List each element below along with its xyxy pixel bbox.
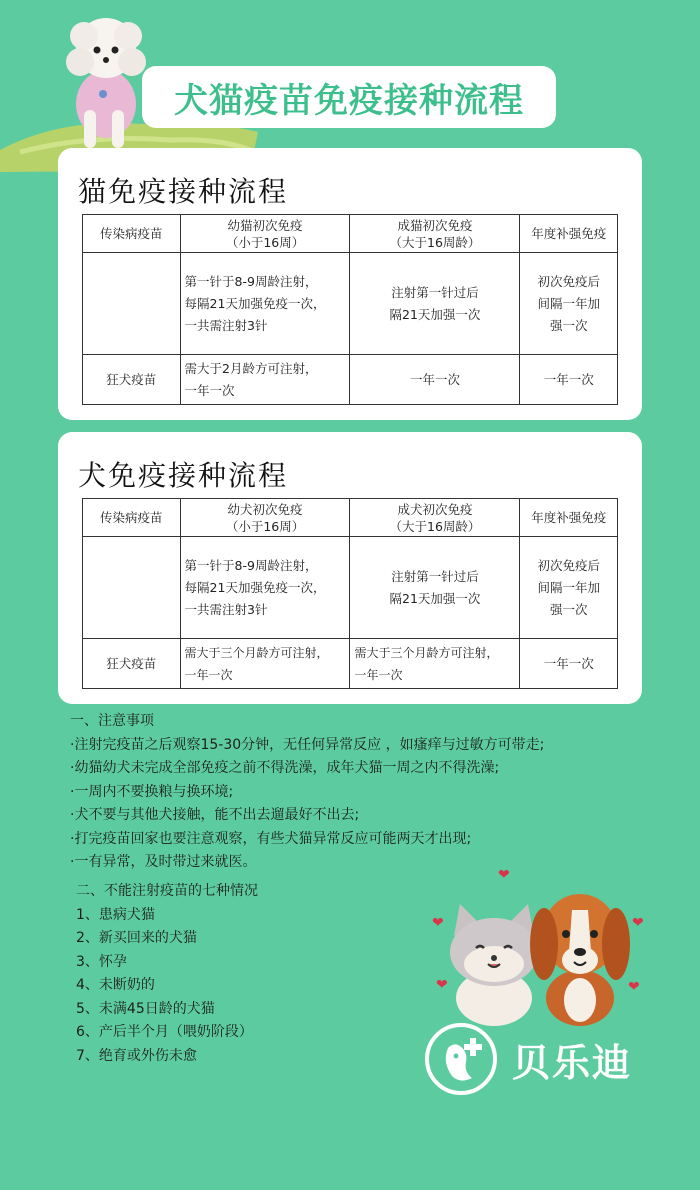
cell-line: 一年一次	[543, 655, 594, 671]
heart-icon: ❤	[498, 867, 510, 883]
heart-icon: ❤	[436, 977, 448, 993]
precautions-section	[70, 710, 544, 875]
list-item: 6、产后半个月（喂奶阶段）	[76, 1024, 253, 1040]
list-item: ·幼猫幼犬未完成全部免疫之前不得洗澡，成年犬猫一周之内不得洗澡;	[70, 760, 500, 776]
table-cell	[180, 355, 350, 405]
cell-line: 一年一次	[543, 371, 594, 387]
cell-line: 一年一次	[184, 382, 235, 398]
table-cell	[83, 537, 181, 639]
cell-line: 一年一次	[184, 667, 233, 682]
header-kitten-age: （小于16周）	[225, 234, 305, 250]
header-adult-initial: 成犬初次免疫	[397, 501, 473, 517]
header-cell	[350, 499, 520, 537]
list-item: ·一有异常，及时带过来就医。	[70, 854, 257, 870]
header-adult-age: （大于16周龄）	[389, 518, 481, 534]
cell-line: 需大于三个月龄方可注射，	[354, 645, 499, 660]
header-puppy-age: （小于16周）	[225, 518, 305, 534]
cell-line: 一共需注射3针	[184, 317, 268, 333]
dog-section-heading: 犬免疫接种流程	[78, 459, 289, 492]
list-item: 4、未断奶的	[76, 977, 155, 993]
table-cell	[350, 639, 520, 689]
dog-vaccine-card	[58, 432, 642, 704]
heart-icon: ❤	[632, 915, 644, 931]
cat-dog-illustration	[440, 886, 640, 1026]
table-row	[83, 639, 618, 689]
cell-line: 间隔一年加	[537, 295, 600, 311]
header-cell	[180, 215, 350, 253]
table-row	[83, 253, 618, 355]
header-cell	[180, 499, 350, 537]
cell-line: 一年一次	[409, 371, 460, 387]
cell-line: 一年一次	[354, 667, 403, 682]
cell-line: 隔21天加强一次	[389, 590, 481, 606]
brand-logo	[424, 1022, 632, 1096]
precautions-heading: 一、注意事项	[70, 713, 154, 729]
cat-section-heading: 猫免疫接种流程	[78, 175, 289, 208]
table-row	[83, 499, 618, 537]
exclusions-heading: 二、不能注射疫苗的七种情况	[76, 883, 258, 899]
table-cell	[350, 355, 520, 405]
list-item: 3、怀孕	[76, 953, 127, 970]
table-cell	[83, 639, 181, 689]
cell-line: 间隔一年加	[537, 579, 600, 595]
cell-line: 第一针于8-9周龄注射，	[184, 273, 318, 289]
header-puppy-initial: 幼犬初次免疫	[227, 501, 303, 517]
list-item: 5、未满45日龄的犬猫	[76, 1000, 215, 1017]
table-cell	[350, 253, 520, 355]
exclusions-section	[76, 880, 258, 1068]
header-vaccine-type: 传染病疫苗	[100, 225, 163, 241]
cell-line: 一共需注射3针	[184, 601, 268, 617]
cell-line: 第一针于8-9周龄注射，	[184, 557, 318, 573]
pet-heart-logo-icon	[424, 1022, 498, 1096]
rabies-vaccine-label: 狂犬疫苗	[106, 655, 157, 671]
table-cell	[520, 537, 618, 639]
cell-line: 隔21天加强一次	[389, 306, 481, 322]
list-item: ·注射完疫苗之后观察15-30分钟，无任何异常反应 ，如瘙痒与过敏方可带走;	[70, 736, 545, 753]
header-cell	[350, 215, 520, 253]
header-kitten-initial: 幼猫初次免疫	[227, 217, 303, 233]
table-cell	[180, 537, 350, 639]
cell-line: 需大于2月龄方可注射，	[184, 360, 318, 376]
dog-vaccine-table	[82, 498, 618, 689]
list-item: 1、患病犬猫	[76, 906, 155, 923]
cell-line: 需大于三个月龄方可注射，	[184, 645, 329, 660]
header-cell	[520, 215, 618, 253]
title-banner	[142, 66, 556, 128]
header-annual-booster: 年度补强免疫	[531, 509, 607, 525]
table-cell	[350, 537, 520, 639]
cell-line: 强一次	[549, 317, 588, 333]
brand-name: 贝乐迪	[512, 1040, 633, 1085]
cell-line: 初次免疫后	[537, 273, 600, 289]
header-cell	[83, 215, 181, 253]
cat-vaccine-card	[58, 148, 642, 420]
page-title: 犬猫疫苗免疫接种流程	[174, 80, 524, 121]
table-cell	[83, 355, 181, 405]
cell-line: 注射第一针过后	[391, 568, 479, 584]
list-item: ·打完疫苗回家也要注意观察，有些犬猫异常反应可能两天才出现;	[70, 830, 472, 847]
rabies-vaccine-label: 狂犬疫苗	[106, 371, 157, 387]
table-row	[83, 215, 618, 253]
table-cell	[180, 639, 350, 689]
header-adult-age: （大于16周龄）	[389, 234, 481, 250]
cell-line: 注射第一针过后	[391, 284, 479, 300]
cell-line: 每隔21天加强免疫一次，	[184, 579, 326, 595]
header-adult-initial: 成猫初次免疫	[397, 217, 473, 233]
header-annual-booster: 年度补强免疫	[531, 225, 607, 241]
list-item: ·一周内不要换粮与换环境;	[70, 783, 234, 800]
table-row	[83, 537, 618, 639]
heart-icon: ❤	[432, 915, 444, 931]
list-item: 2、新买回来的犬猫	[76, 930, 197, 946]
table-cell	[520, 253, 618, 355]
cat-vaccine-table	[82, 214, 618, 405]
header-vaccine-type: 传染病疫苗	[100, 509, 163, 525]
cell-line: 初次免疫后	[537, 557, 600, 573]
heart-icon: ❤	[628, 979, 640, 995]
list-item: 7、绝育或外伤未愈	[76, 1047, 197, 1064]
table-cell	[520, 639, 618, 689]
table-cell	[83, 253, 181, 355]
cell-line: 每隔21天加强免疫一次，	[184, 295, 326, 311]
table-cell	[520, 355, 618, 405]
header-cell	[520, 499, 618, 537]
cell-line: 强一次	[549, 601, 588, 617]
list-item: ·犬不要与其他犬接触，能不出去遛最好不出去;	[70, 807, 360, 823]
table-cell	[180, 253, 350, 355]
table-row	[83, 355, 618, 405]
header-cell	[83, 499, 181, 537]
